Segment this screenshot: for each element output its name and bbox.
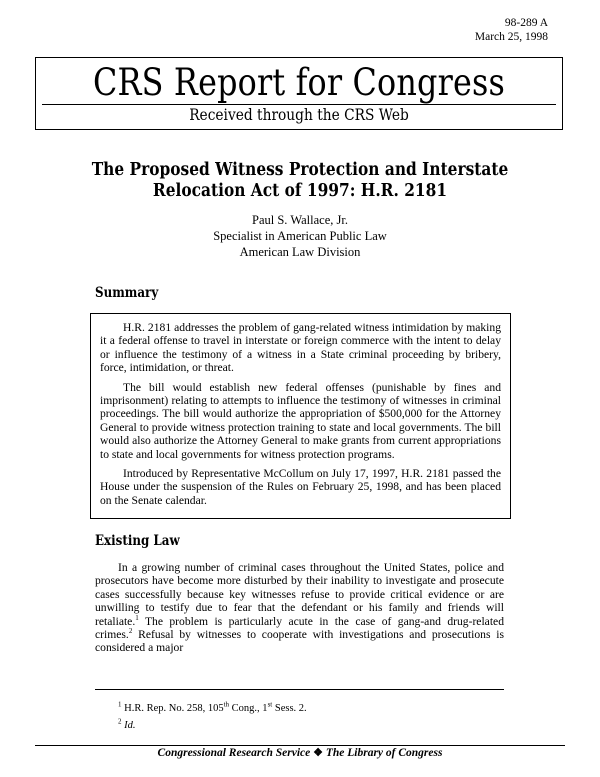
footnote-ref-2[interactable]: 2 <box>128 627 133 636</box>
summary-paragraph: H.R. 2181 addresses the problem of gang-related witness intimidation by making it a federal offense to travel in interstate or foreign commerce with the intent to delay or influence the testimony of a witness in a State criminal proceeding by bribery, force, intimidation, or threat. <box>100 321 501 375</box>
body-text-part-2: The problem is particularly acute in the case of gang-and drug-related crimes. <box>95 614 504 642</box>
body-text-part-1: In a growing number of criminal cases throughout the United States, police and prosecutors have become more disturbed by their inability to investigate and prosecute cases successfully because key witnesses refuse to provide critical evidence or are unwilling to testify due to fear that the defendant or his family and friends will retaliate. <box>95 561 504 628</box>
footnote-text: Id. <box>124 720 136 731</box>
report-header-box <box>35 57 563 130</box>
header-subtitle: Received through the CRS Web <box>189 105 409 124</box>
header-title: CRS Report for Congress <box>93 61 505 104</box>
report-title <box>89 160 511 202</box>
footnote-1 <box>118 700 307 717</box>
author-block <box>0 212 600 260</box>
footnotes <box>118 700 307 734</box>
author-division: American Law Division <box>239 245 361 259</box>
document-id-block <box>475 16 548 44</box>
footer-library: The Library of Congress <box>325 747 443 759</box>
footnote-text: Sess. 2. <box>272 703 307 714</box>
footer-org: Congressional Research Service <box>157 747 311 759</box>
report-title-line-1: The Proposed Witness Protection and Interstate <box>91 160 509 180</box>
summary-paragraph: The bill would establish new federal offenses (punishable by fines and imprisonment) relating to attempts to influence the testimony of witnesses in criminal proceedings. The bill would authorize the appropriation of $500,000 for the Attorney General to provide witness protection training to state and local governments. The bill would also authorize the Attorney General to make grants from current appropriations to state and local governments for witness protection programs. <box>100 380 501 461</box>
footnote-text: Cong., 1 <box>229 703 268 714</box>
report-number: 98-289 A <box>504 17 548 29</box>
author-name: Paul S. Wallace, Jr. <box>252 213 348 227</box>
existing-law-body <box>95 561 504 661</box>
summary-paragraph: Introduced by Representative McCollum on July 17, 1997, H.R. 2181 passed the House under the suspension of the Rules on February 25, 1998, and has been placed on the Senate calendar. <box>100 467 501 507</box>
author-title: Specialist in American Public Law <box>213 229 387 243</box>
footnote-superscript: st <box>267 700 273 709</box>
report-title-line-2: Relocation Act of 1997: H.R. 2181 <box>152 181 448 201</box>
body-text-part-3: Refusal by witnesses to cooperate with investigations and prosecutions is considered a major <box>95 628 504 655</box>
footnote-number: 1 <box>118 700 122 709</box>
report-date: March 25, 1998 <box>474 31 548 43</box>
footnote-2 <box>118 717 307 734</box>
existing-law-heading: Existing Law <box>95 533 180 549</box>
summary-heading: Summary <box>95 285 159 301</box>
footnote-superscript: th <box>223 700 230 709</box>
footnote-number: 2 <box>118 717 122 726</box>
existing-law-paragraph <box>95 561 504 655</box>
footnote-text: H.R. Rep. No. 258, 105 <box>124 703 224 714</box>
diamond-separator-icon: ❖ <box>313 747 323 759</box>
footnote-divider <box>95 689 504 690</box>
page-footer <box>0 746 600 760</box>
footnote-ref-1[interactable]: 1 <box>135 613 139 622</box>
summary-box <box>90 313 511 519</box>
